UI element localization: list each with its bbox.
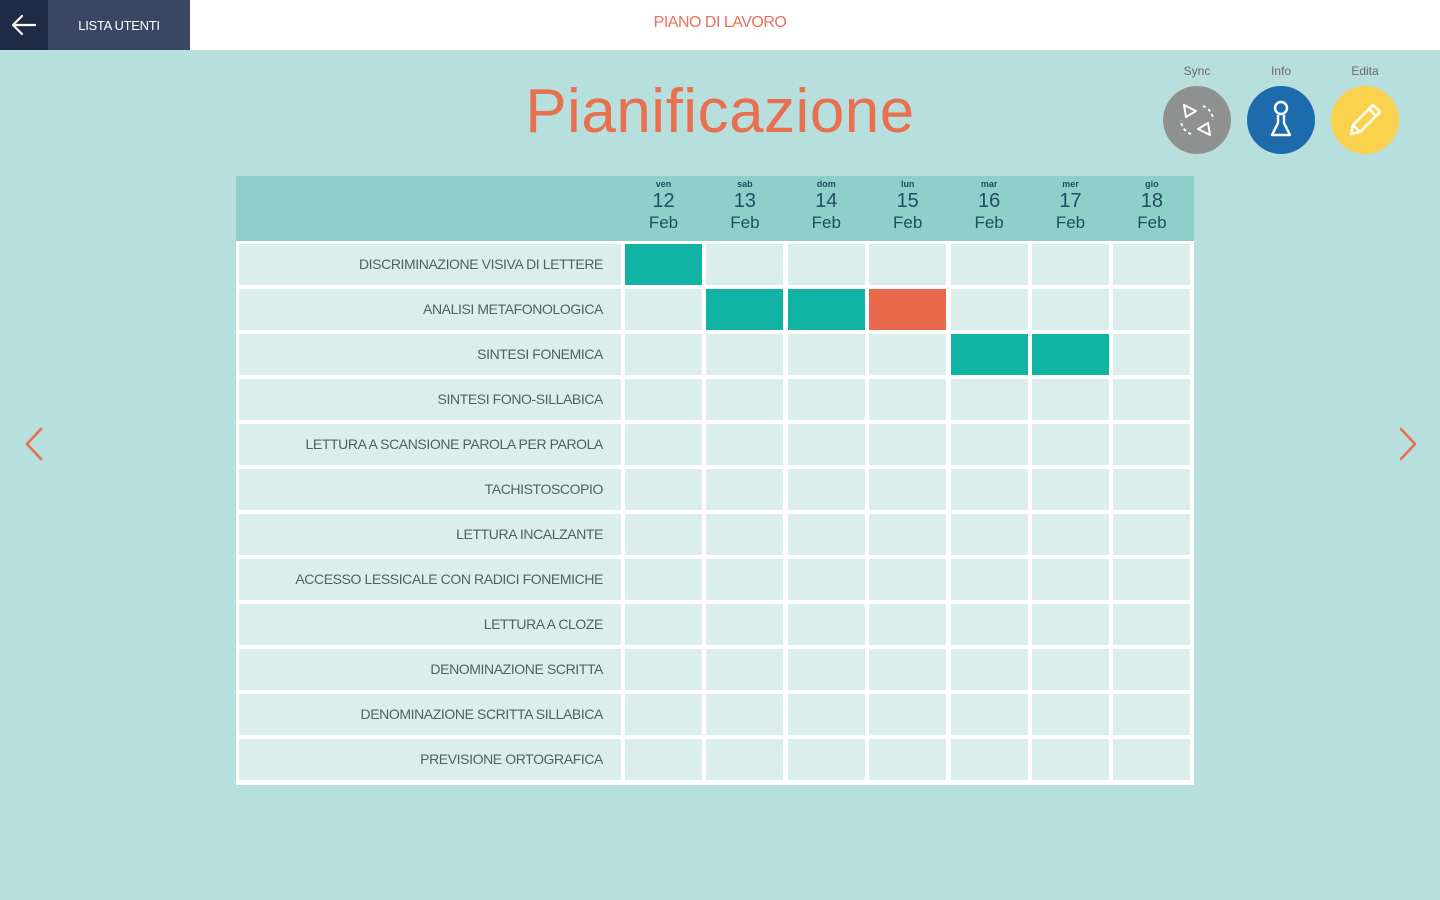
schedule-cell[interactable] [869,649,946,690]
previous-week-button[interactable] [14,424,54,464]
schedule-cell[interactable] [951,469,1028,510]
day-of-week: lun [900,179,915,189]
day-header [1112,180,1192,231]
day-number: 15 [896,190,919,212]
schedule-cell[interactable] [625,604,702,645]
schedule-cell[interactable] [625,739,702,780]
schedule-cell[interactable] [706,334,783,375]
schedule-grid [236,176,1194,785]
schedule-cell[interactable] [1032,559,1109,600]
day-number: 17 [1059,190,1082,212]
schedule-cell[interactable] [869,514,946,555]
day-month: Feb [893,213,923,232]
schedule-cell[interactable] [1113,424,1190,465]
schedule-cell[interactable] [788,514,865,555]
exercise-label: LETTURA A SCANSIONE PAROLA PER PAROLA [239,424,621,465]
exercise-label: DENOMINAZIONE SCRITTA [239,649,621,690]
info-action [1246,64,1316,154]
exercise-label: TACHISTOSCOPIO [239,469,621,510]
exercise-label: DENOMINAZIONE SCRITTA SILLABICA [239,694,621,735]
schedule-cell[interactable] [1113,244,1190,285]
schedule-cell[interactable] [951,379,1028,420]
schedule-cell[interactable] [1032,604,1109,645]
day-month: Feb [811,213,841,232]
schedule-cell[interactable] [1032,514,1109,555]
day-month: Feb [730,213,760,232]
edit-button[interactable] [1331,86,1399,154]
schedule-cell[interactable] [951,694,1028,735]
schedule-cell[interactable] [1113,334,1190,375]
schedule-cell[interactable] [1032,739,1109,780]
schedule-cell[interactable] [869,424,946,465]
schedule-cell[interactable] [1032,469,1109,510]
schedule-cell[interactable] [706,514,783,555]
schedule-cell-missed[interactable] [869,289,946,330]
day-month: Feb [1055,213,1086,232]
schedule-cell[interactable] [706,694,783,735]
chevron-left-icon [24,427,44,461]
schedule-cell[interactable] [1032,289,1109,330]
schedule-cell[interactable] [951,649,1028,690]
exercise-label: ACCESSO LESSICALE CON RADICI FONEMICHE [239,559,621,600]
schedule-cell[interactable] [625,289,702,330]
exercise-label: DISCRIMINAZIONE VISIVA DI LETTERE [239,244,621,285]
exercise-label: SINTESI FONEMICA [239,334,621,375]
schedule-cell[interactable] [706,604,783,645]
schedule-cell[interactable] [625,334,702,375]
day-of-week: dom [816,179,836,189]
next-week-button[interactable] [1388,424,1428,464]
day-month: Feb [648,213,679,232]
page-title: PIANO DI LAVORO [653,14,787,31]
day-number: 18 [1140,190,1164,212]
chevron-right-icon [1398,427,1418,461]
day-month: Feb [974,213,1004,232]
schedule-cell[interactable] [1113,739,1190,780]
person-icon [1261,97,1301,143]
schedule-cell[interactable] [625,694,702,735]
schedule-cell[interactable] [706,739,783,780]
schedule-cell[interactable] [1032,694,1109,735]
day-of-week: mer [1062,179,1079,189]
schedule-cell[interactable] [1113,514,1190,555]
day-number: 12 [652,190,675,212]
schedule-cell[interactable] [869,469,946,510]
schedule-cell[interactable] [788,694,865,735]
schedule-cell[interactable] [1113,604,1190,645]
day-header [624,180,704,231]
exercise-label: PREVISIONE ORTOGRAFICA [239,739,621,780]
schedule-cell[interactable] [869,559,946,600]
schedule-cell[interactable] [951,739,1028,780]
schedule-cell[interactable] [1032,244,1109,285]
schedule-cell[interactable] [869,379,946,420]
day-number: 16 [977,190,1001,212]
schedule-cell[interactable] [788,334,865,375]
sync-icon [1174,97,1220,143]
day-header [868,180,948,231]
schedule-cell-done[interactable] [625,244,702,285]
schedule-cell[interactable] [706,379,783,420]
day-of-week: gio [1145,179,1159,189]
pencil-icon [1343,98,1387,142]
sync-button[interactable] [1163,86,1231,154]
top-bar [0,0,1440,50]
sync-action [1162,64,1232,154]
users-list-button[interactable]: LISTA UTENTI [48,0,190,50]
day-number: 13 [733,190,757,212]
schedule-cell[interactable] [625,379,702,420]
schedule-cell[interactable] [625,649,702,690]
edit-action [1330,64,1400,154]
schedule-cell[interactable] [951,604,1028,645]
schedule-cell[interactable] [1032,649,1109,690]
schedule-cell[interactable] [788,379,865,420]
schedule-cell-done[interactable] [1032,334,1109,375]
edit-label: Edita [1351,64,1379,78]
schedule-cell[interactable] [625,469,702,510]
schedule-cell[interactable] [1113,559,1190,600]
schedule-cell-done[interactable] [951,334,1028,375]
exercise-label: ANALISI METAFONOLOGICA [239,289,621,330]
planning-heading: Pianificazione [525,77,915,146]
schedule-cell[interactable] [951,424,1028,465]
schedule-cell[interactable] [951,244,1028,285]
schedule-cell[interactable] [1113,379,1190,420]
day-header [1031,180,1111,231]
day-header [705,180,785,231]
day-header [949,180,1029,231]
schedule-cell[interactable] [706,424,783,465]
schedule-cell[interactable] [706,559,783,600]
schedule-header [236,176,1194,241]
day-header [786,180,866,231]
schedule-cell[interactable] [788,244,865,285]
schedule-cell[interactable] [625,559,702,600]
schedule-cell-done[interactable] [788,289,865,330]
schedule-cell[interactable] [1032,379,1109,420]
schedule-cell[interactable] [1113,694,1190,735]
schedule-cell[interactable] [1113,469,1190,510]
schedule-cell[interactable] [1113,289,1190,330]
schedule-cell[interactable] [788,424,865,465]
sync-label: Sync [1183,64,1211,78]
day-month: Feb [1137,213,1167,232]
info-label: Info [1270,64,1291,78]
exercise-label: LETTURA INCALZANTE [239,514,621,555]
schedule-cell[interactable] [1032,424,1109,465]
schedule-cell[interactable] [869,604,946,645]
schedule-cell[interactable] [869,694,946,735]
schedule-cell[interactable] [788,559,865,600]
schedule-cell[interactable] [788,649,865,690]
schedule-cell[interactable] [788,739,865,780]
schedule-cell[interactable] [1113,649,1190,690]
schedule-cell[interactable] [706,649,783,690]
day-of-week: ven [655,179,672,189]
info-button[interactable] [1247,86,1315,154]
day-of-week: sab [737,179,753,189]
schedule-cell[interactable] [869,334,946,375]
schedule-cell[interactable] [951,514,1028,555]
schedule-cell[interactable] [788,604,865,645]
schedule-cell[interactable] [869,244,946,285]
schedule-cell[interactable] [869,739,946,780]
exercise-label: SINTESI FONO-SILLABICA [239,379,621,420]
schedule-cell[interactable] [625,424,702,465]
schedule-cell[interactable] [951,289,1028,330]
schedule-cell[interactable] [706,244,783,285]
exercise-label: LETTURA A CLOZE [239,604,621,645]
schedule-cell[interactable] [625,514,702,555]
schedule-cell-done[interactable] [706,289,783,330]
schedule-cell[interactable] [706,469,783,510]
schedule-cell[interactable] [788,469,865,510]
schedule-cell[interactable] [951,559,1028,600]
day-number: 14 [815,190,838,212]
day-of-week: mar [980,179,998,189]
